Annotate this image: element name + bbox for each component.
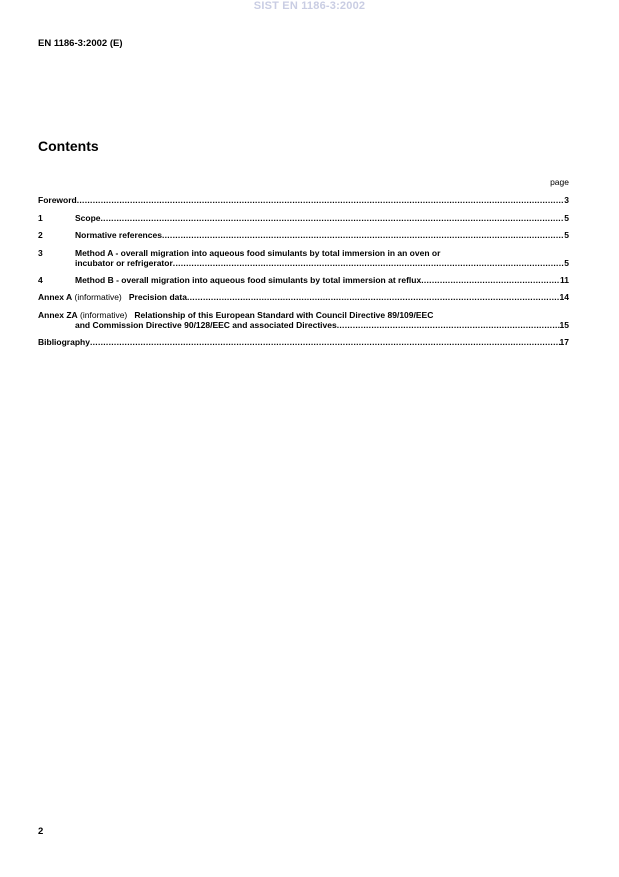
toc-entry-foreword[interactable] [38,195,569,206]
toc-entry-title: Precision data [128,292,187,302]
toc-entry-number: 3 [38,247,43,258]
toc-leader-dots [77,195,565,206]
toc-leader-dots [162,230,564,241]
watermark: SIST EN 1186-3:2002 [253,0,366,12]
toc-leader-dots [337,320,560,331]
toc-annex-label: Annex ZA [38,309,78,320]
toc-annex-informative: (informative) [72,292,129,302]
toc-entry-title-line2: incubator or refrigerator [75,258,173,268]
toc-entry-page: 5 [564,258,569,268]
toc-entry-title: Scope [75,212,101,223]
table-of-contents [38,195,569,354]
toc-entry-page: 17 [559,336,569,347]
toc-entry-number: 1 [38,212,43,223]
toc-entry-page: 5 [564,230,569,240]
toc-leader-dots [187,292,560,303]
toc-annex-label: Annex A [38,292,73,302]
toc-annex-informative: (informative) [77,309,135,320]
toc-entry-title: Normative references [75,230,162,240]
toc-annex-prefix [38,310,134,321]
toc-entry-bibliography[interactable] [38,337,569,348]
document-identifier: EN 1186-3:2002 (E) [38,38,123,49]
toc-entry-title: Method B - overall migration into aqueous food simulants by total immersion at reflux [75,274,422,285]
toc-entry-number: 2 [38,230,43,240]
toc-entry-method-a[interactable] [38,248,569,269]
page-column-label: page [550,177,569,187]
toc-entry-page: 5 [564,212,569,223]
toc-entry-page: 14 [559,292,569,302]
toc-leader-dots [101,213,565,224]
toc-entry-normative-references[interactable] [38,230,569,241]
toc-entry-title: Foreword [38,195,77,205]
toc-leader-dots [173,258,564,269]
toc-annex-prefix [38,292,129,303]
toc-entry-page: 15 [559,320,569,330]
toc-entry-title-line1: Relationship of this European Standard with Council Directive 89/109/EEC [134,309,434,320]
toc-entry-annex-a[interactable] [38,292,569,303]
toc-entry-title-line1: Method A - overall migration into aqueous food simulants by total immersion in an oven or [75,247,441,258]
toc-leader-dots [421,275,560,286]
contents-heading: Contents [38,138,99,154]
toc-entry-title: Bibliography [38,336,90,347]
toc-entry-annex-za[interactable] [38,310,569,331]
toc-entry-number: 4 [38,274,43,285]
toc-entry-method-b[interactable] [38,275,569,286]
toc-entry-scope[interactable] [38,213,569,224]
toc-leader-dots [90,337,560,348]
toc-entry-page: 11 [560,274,569,285]
toc-entry-page: 3 [564,195,569,205]
page-number: 2 [38,826,44,837]
toc-entry-title-line2: and Commission Directive 90/128/EEC and associated Directives [75,320,337,330]
